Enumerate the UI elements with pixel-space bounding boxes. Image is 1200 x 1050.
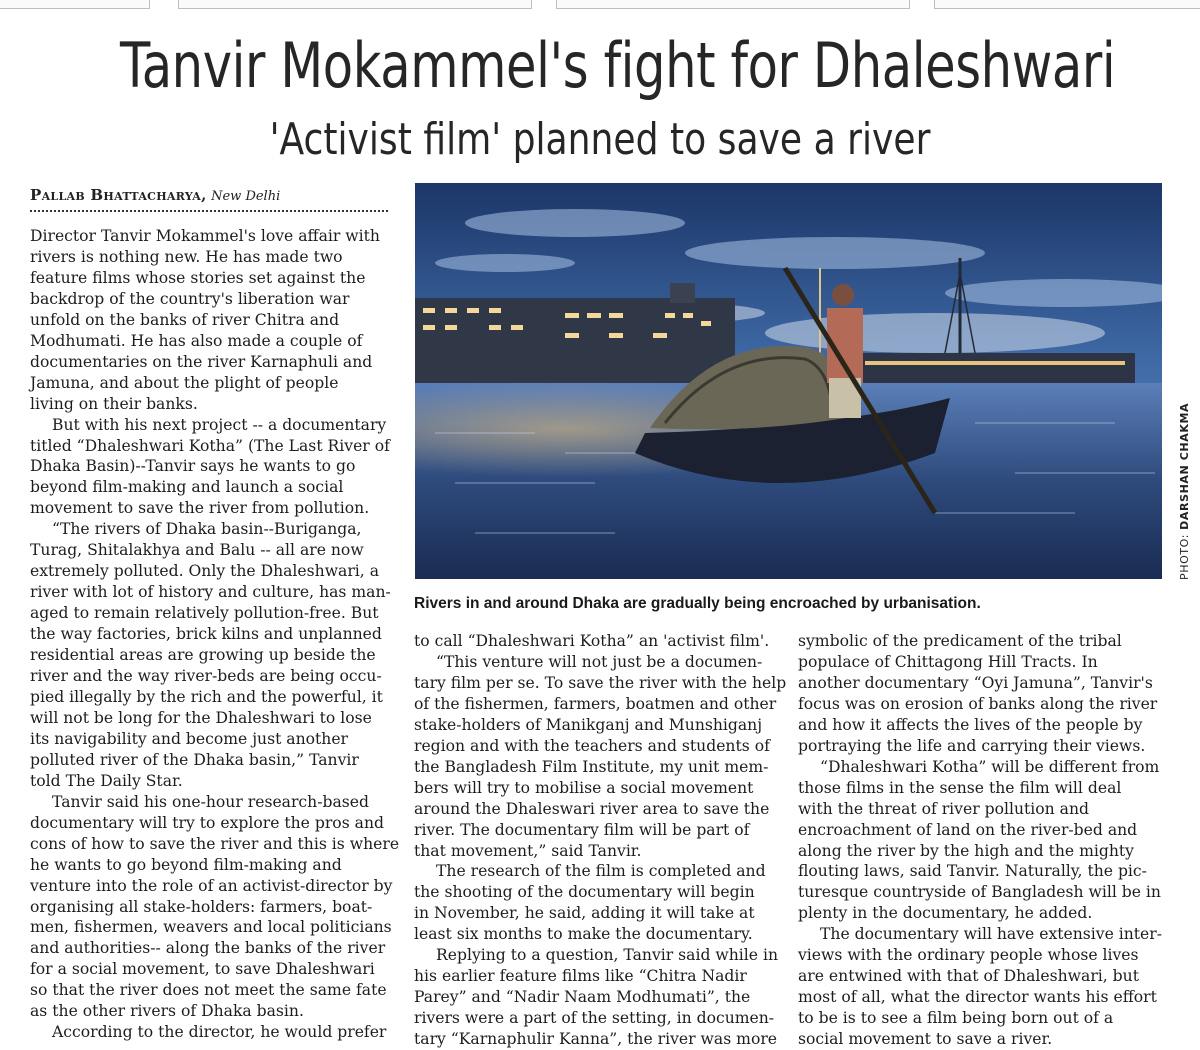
article-line: unfold on the banks of river Chitra and xyxy=(30,310,340,329)
article-line: aged to remain relatively pollution-free. But xyxy=(30,604,379,623)
photo-credit xyxy=(1178,403,1191,580)
article-line: documentary will try to explore the pros and xyxy=(30,813,384,832)
article-line: living on their banks. xyxy=(30,394,198,413)
photo-caption: Rivers in and around Dhaka are gradually being encroached by urbanisation. xyxy=(414,595,981,612)
article-line: “The rivers of Dhaka basin--Buriganga, xyxy=(52,520,362,539)
article-line: Director Tanvir Mokammel's love affair with xyxy=(30,227,380,245)
article-line: along the river by the high and the mighty xyxy=(798,841,1134,860)
article-line: will not be long for the Dhaleshwari to lose xyxy=(30,708,372,727)
article-line: flouting laws, said Tanvir. Naturally, the pic- xyxy=(798,862,1147,881)
article-column-1 xyxy=(30,226,400,1043)
article-line: portraying the life and carrying their views. xyxy=(798,736,1146,755)
article-line: views with the ordinary people whose lives xyxy=(798,946,1139,965)
article-line: symbolic of the predicament of the tribal xyxy=(798,632,1122,650)
article-line: to call “Dhaleshwari Kotha” an 'activist film'. xyxy=(414,632,770,650)
article-line: “Dhaleshwari Kotha” will be different from xyxy=(820,757,1160,776)
article-line: extremely polluted. Only the Dhaleshwari, a xyxy=(30,562,379,581)
article-line: its navigability and become just another xyxy=(30,729,349,748)
article-line: to be is to see a film being born out of a xyxy=(798,1009,1114,1028)
article-line: for a social movement, to save Dhaleshwari xyxy=(30,960,375,979)
article-line: tary “Karnaphulir Kanna”, the river was more xyxy=(414,1030,778,1049)
article-line: beyond film-making and launch a social xyxy=(30,478,344,497)
article-line: he wants to go beyond film-making and xyxy=(30,855,342,874)
article-line: told The Daily Star. xyxy=(30,771,183,790)
article-line: The research of the film is completed and xyxy=(436,862,766,881)
article-paragraph xyxy=(798,924,1168,1050)
article-line: cons of how to save the river and this is where xyxy=(30,834,400,853)
article-paragraph xyxy=(414,631,784,652)
article-line: documentaries on the river Karnaphuli and xyxy=(30,352,373,371)
article-line: According to the director, he would prefer xyxy=(52,1023,387,1042)
byline-divider xyxy=(30,210,388,212)
article-line: the way factories, brick kilns and unplanned xyxy=(30,625,382,644)
article-line: with the threat of river pollution and xyxy=(798,799,1089,818)
article-paragraph xyxy=(30,519,392,791)
article-line: Tanvir said his one-hour research-based xyxy=(52,792,369,811)
article-line: movement to save the river from pollution. xyxy=(30,499,370,518)
article-line: the shooting of the documentary will begin xyxy=(414,883,755,902)
article-line: that movement,” said Tanvir. xyxy=(414,841,642,860)
river-photo xyxy=(415,183,1162,579)
article-line: turesque countryside of Bangladesh will be in xyxy=(798,883,1161,902)
article-line: river. The documentary film will be part of xyxy=(414,820,750,839)
article-paragraph xyxy=(30,415,392,520)
article-line: plenty in the documentary, he added. xyxy=(798,904,1093,923)
article-line: most of all, what the director wants his effort xyxy=(798,988,1157,1007)
byline xyxy=(30,186,280,204)
article-line: Modhumati. He has also made a couple of xyxy=(30,331,363,350)
article-line: and authorities-- along the banks of the river xyxy=(30,939,386,958)
article-line: Parey” and “Nadir Naam Modhumati”, the xyxy=(414,988,751,1007)
article-paragraph xyxy=(798,631,1168,757)
article-line: Dhaka Basin)--Tanvir says he wants to go xyxy=(30,457,356,476)
top-border-strip xyxy=(0,0,1200,8)
article-paragraph xyxy=(414,861,784,945)
article-line: bers will try to mobilise a social movement xyxy=(414,778,754,797)
article-line: pied illegally by the rich and the powerful, it xyxy=(30,687,383,706)
photo-credit-name: DARSHAN CHAKMA xyxy=(1178,402,1191,530)
article-line: residential areas are growing up beside the xyxy=(30,646,376,665)
article-line: those films in the sense the film will deal xyxy=(798,778,1122,797)
article-paragraph xyxy=(798,757,1168,925)
article-line: stake-holders of Manikganj and Munshiganj xyxy=(414,715,763,734)
byline-location: New Delhi xyxy=(211,189,281,204)
article-line: “This venture will not just be a documen- xyxy=(436,652,763,671)
byline-author: Pallab Bhattacharya, xyxy=(30,186,207,204)
article-line: feature films whose stories set against the xyxy=(30,268,366,287)
article-paragraph xyxy=(30,226,392,415)
article-line: polluted river of the Dhaka basin,” Tanvir xyxy=(30,750,359,769)
article-line: social movement to save a river. xyxy=(798,1030,1053,1049)
article-line: tary film per se. To save the river with the help xyxy=(414,673,787,692)
boat-on-river-image xyxy=(415,183,1162,579)
article-paragraph xyxy=(30,1022,392,1043)
article-line: Turag, Shitalakhya and Balu -- all are now xyxy=(30,541,364,560)
article-line: his earlier feature films like “Chitra Nadir xyxy=(414,967,747,986)
article-line: are entwined with that of Dhaleshwari, but xyxy=(798,967,1139,986)
article-line: river with lot of history and culture, has man- xyxy=(30,583,391,602)
article-line: around the Dhaleswari river area to save the xyxy=(414,799,770,818)
article-line: Replying to a question, Tanvir said while in xyxy=(436,946,778,965)
article-line: venture into the role of an activist-director by xyxy=(30,876,393,895)
article-line: titled “Dhaleshwari Kotha” (The Last River of xyxy=(30,436,390,455)
article-line: backdrop of the country's liberation war xyxy=(30,289,350,308)
article-line: organising all stake-holders: farmers, boat- xyxy=(30,897,373,916)
article-line: region and with the teachers and students of xyxy=(414,736,770,755)
article-line: least six months to make the documentary. xyxy=(414,925,753,944)
article-line: The documentary will have extensive inter- xyxy=(820,925,1163,944)
article-line: men, fishermen, weavers and local politicians xyxy=(30,918,392,937)
article-line: river and the way river-beds are being occu- xyxy=(30,667,382,686)
article-line: populace of Chittagong Hill Tracts. In xyxy=(798,652,1098,671)
article-line: the Bangladesh Film Institute, my unit mem- xyxy=(414,757,769,776)
article-line: focus was on erosion of banks along the river xyxy=(798,694,1158,713)
article-line: But with his next project -- a documentary xyxy=(52,415,387,434)
article-line: encroachment of land on the river-bed and xyxy=(798,820,1138,839)
article-line: Jamuna, and about the plight of people xyxy=(30,373,339,392)
article-column-2 xyxy=(414,631,787,1050)
subheadline: 'Activist film' planned to save a river xyxy=(269,114,931,165)
article-column-3 xyxy=(798,631,1168,1050)
article-paragraph xyxy=(414,945,784,1050)
article-line: of the fishermen, farmers, boatmen and other xyxy=(414,694,777,713)
headline: Tanvir Mokammel's fight for Dhaleshwari xyxy=(120,29,1116,102)
article-line: as the other rivers of Dhaka basin. xyxy=(30,1002,304,1021)
article-line: rivers is nothing new. He has made two xyxy=(30,247,343,266)
article-line: rivers were a part of the setting, in documen- xyxy=(414,1009,775,1028)
article-paragraph xyxy=(30,792,400,1022)
article-line: another documentary “Oyi Jamuna”, Tanvir's xyxy=(798,673,1153,692)
article-line: and how it affects the lives of the people by xyxy=(798,715,1143,734)
article-line: in November, he said, adding it will take at xyxy=(414,904,755,923)
article-paragraph xyxy=(414,652,787,862)
photo-credit-prefix: PHOTO: xyxy=(1178,533,1191,580)
article-line: so that the river does not meet the same fate xyxy=(30,981,387,1000)
